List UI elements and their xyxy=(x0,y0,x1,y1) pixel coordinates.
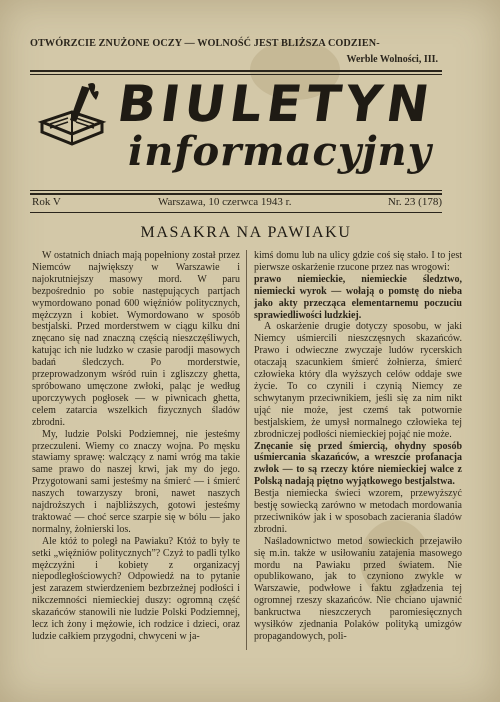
book-torch-logo-icon xyxy=(36,82,114,156)
issue-info xyxy=(32,196,442,210)
issue-rule xyxy=(30,193,442,195)
issue-date: Warszawa, 10 czerwca 1943 r. xyxy=(158,196,292,208)
article-column-right xyxy=(254,250,462,643)
masthead-rule xyxy=(30,70,442,72)
article-column-left xyxy=(32,250,240,643)
masthead-motto: OTWÓRZCIE ZNUŻONE OCZY — WOLNOŚĆ JEST BLIŻSZA CODZIEN- xyxy=(30,38,380,49)
column-divider xyxy=(246,250,247,650)
article-paragraph: Znęcanie się przed śmiercią, ohydny sposób uśmiercania skazańców, a wreszcie profanacja zwłok — to są rzeczy które niemieckiej walce z Polską nadają piętno wyjątkowego bestjalstwa. xyxy=(254,440,462,488)
article-paragraph: prawo niemieckie, niemieckie śledztwo, niemiecki wyrok — wołają o pomstę do nieba jako akty przecząca elementarnemu poczuciu sprawiedliwości ludzkiej. xyxy=(254,273,462,321)
issue-number: Nr. 23 (178) xyxy=(387,196,442,208)
issue-rule xyxy=(30,190,442,191)
article-paragraph: Naśladownictwo metod sowieckich przejawiło się m.in. także w usiłowaniu zatajenia masowego mordu na Pawiaku przed światem. Nie opublikowano, jak to czyniono zwykle w Warszawie, podwłowe i faktu zgładzenia tej ogromnej rzeszy skazańców. Nie chciano ujawnić bankructwa nieszczerych paromiesięcznych wysiłków zjednania Polaków polityką umizgów propagandowych, poli- xyxy=(254,535,462,642)
article-paragraph: A oskarżenie drugie dotyczy sposobu, w jaki Niemcy uśmiercili nieszczęsnych skazańców. Prawo i odwieczne zwyczaje ludów rycerskich otaczają szacunkiem śmierć żołnierza, śmierć człowieka który dla wyższych celów oddaje swe życie. To co czynili i czynią Niemcy ze schwytanym przeciwnikiem, jeśli się za nim nikt ująć nie może, jest czemś tak potwornie bestjalskiem, że umysł normalnego człowieka tej zbrodniczej podłości niemieckiej pojąć nie może. xyxy=(254,321,462,440)
article-paragraph: kimś domu lub na ulicy gdzie coś się stało. I to jest pierwsze oskarżenie rzucone przez nas wrogowi: xyxy=(254,250,462,273)
motto-source: Werble Wolności, III. xyxy=(346,54,438,65)
article-paragraph: W ostatnich dniach mają popełniony został przez Niemców największy w Warszawie i najokrutniejszy masowy mord. W paru bezpośrednio po sobie następujących partjach wymordowano ponad 600 więźniów politycznych, mężczyzn i kobiet. Wymordowano w sposób bestjalski. Przed morderstwem w ciągu kilku dni znęcano się nad znaczną częścią nieszczęśliwych, katując ich nie ludzko w czasie parodji masowych badań śledczych. Po morderstwie, przeprowadzonym wśród ruin i zgliszczy ghetta, spróbowano umęczone zwłoki, paląc je według uporczywych pogłosek — w piwnicach ghetta, celem zatarcia wszelkich fizycznych śladów zbrodni. xyxy=(32,250,240,428)
issue-rule xyxy=(30,212,442,213)
issue-year: Rok V xyxy=(32,196,61,208)
article-headline: MASAKRA NA PAWIAKU xyxy=(140,224,352,241)
masthead-title: BIULETYN xyxy=(113,75,438,133)
article-paragraph: My, ludzie Polski Podziemnej, nie jesteśmy przeczuleni. Wiemy co znaczy wojna. Po męsku stawiamy sprawę: walczący z nami wróg ma takie same prawo do naszej krwi, jak my do jego. Przygotowani sami jesteśmy na śmierć — i śmierć naszych towarzyszy broni, nawet naszych najdroższych i najbliższych, gotowi jesteśmy traktować — choć serce szarpie się w bólu — jako normalny, żołnierski los. xyxy=(32,428,240,535)
article-paragraph: Bestja niemiecka świeci wzorem, przewyższyć bestję sowiecką zarówno w metodach mordowania przeciwników jak i w sposobach zacierania śladów zbrodni. xyxy=(254,488,462,535)
masthead-subtitle: informacyjny xyxy=(128,128,432,175)
article-paragraph: Ale któż to poległ na Pawiaku? Któż to były te setki „więźniów politycznych”? Czyż to padli tylko mężczyźni i kobiety z organizacyj niepodległościowych? Odpowiedź na to pytanie jest zarazem stwierdzeniem bezbrzeżnej podłości i nikczemności niemieckiej duszy: ogromną część skazańców stanowili nie ludzie Polski Podziemnej, lecz ich żony i mężowie, ich rodzice i dzieci, oraz ludzie całkiem przygodni, chwyceni w ja- xyxy=(32,535,240,642)
